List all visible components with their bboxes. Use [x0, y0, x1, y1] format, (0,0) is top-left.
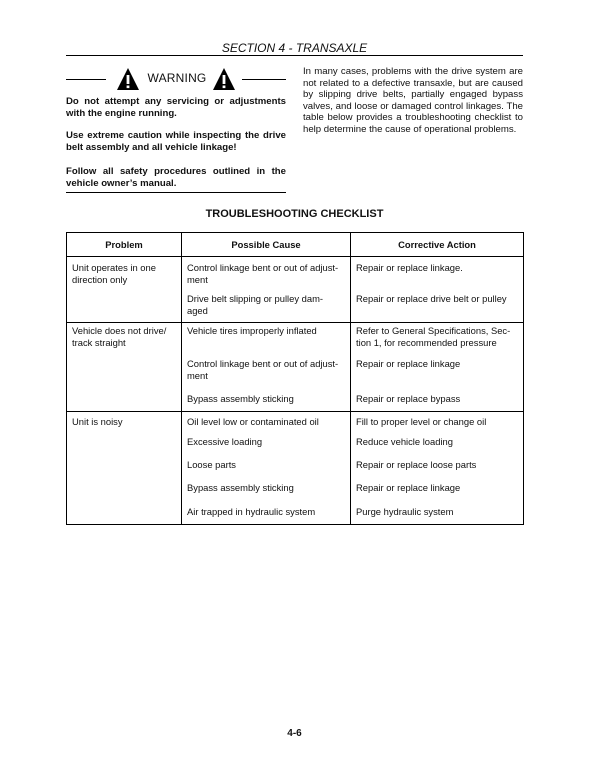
table-row — [67, 436, 524, 459]
cause-cell: Loose parts — [182, 459, 351, 482]
cause-cell: Bypass assembly sticking — [182, 393, 351, 412]
warning-triangle-icon — [116, 67, 140, 91]
problem-cell — [67, 436, 182, 459]
action-cell: Repair or replace linkage — [351, 482, 524, 506]
warning-bottom-rule — [66, 192, 286, 193]
problem-cell: Unit operates in one direction only — [67, 257, 182, 294]
table-row — [67, 412, 524, 437]
cause-cell: Bypass assembly sticking — [182, 482, 351, 506]
warning-text-caution: Use extreme caution while inspecting the drive belt assembly and all vehicle linkage! — [66, 130, 286, 153]
warning-triangle-icon — [212, 67, 236, 91]
action-cell: Repair or replace bypass — [351, 393, 524, 412]
problem-cell: Vehicle does not drive/ track straight — [67, 323, 182, 359]
warning-rule-left — [66, 79, 106, 80]
warning-text-engine: Do not attempt any servicing or adjustments with the engine running. — [66, 96, 286, 119]
page-number: 4-6 — [287, 728, 302, 739]
table-row — [67, 393, 524, 412]
problem-cell — [67, 358, 182, 393]
table-row — [67, 293, 524, 323]
action-cell: Repair or replace linkage — [351, 358, 524, 393]
section-divider — [66, 55, 523, 56]
problem-cell — [67, 459, 182, 482]
table-row — [67, 358, 524, 393]
table-row — [67, 323, 524, 359]
action-cell: Repair or replace drive belt or pulley — [351, 293, 524, 323]
warning-rule-right — [242, 79, 286, 80]
column-header-problem: Problem — [67, 233, 182, 257]
column-header-action: Corrective Action — [351, 233, 524, 257]
problem-cell — [67, 506, 182, 525]
problem-cell — [67, 393, 182, 412]
troubleshooting-table — [66, 232, 524, 525]
intro-paragraph: In many cases, problems with the drive system are not related to a defective transaxle, but are caused by slipping drive belts, partially engaged bypass valves, and loose or damaged control linkages. The table below provides a troubleshooting checklist to help determine the cause of operational problems. — [303, 66, 523, 135]
problem-cell — [67, 293, 182, 323]
action-cell: Repair or replace linkage. — [351, 257, 524, 294]
warning-text-procedures: Follow all safety procedures outlined in the vehicle owner’s manual. — [66, 166, 286, 189]
warning-header — [66, 66, 286, 96]
action-cell: Reduce vehicle loading — [351, 436, 524, 459]
cause-cell: Control linkage bent or out of adjust- ment — [182, 358, 351, 393]
warning-label: WARNING — [147, 71, 207, 85]
cause-cell: Control linkage bent or out of adjust- ment — [182, 257, 351, 294]
cause-cell: Excessive loading — [182, 436, 351, 459]
action-cell: Purge hydraulic system — [351, 506, 524, 525]
cause-cell: Air trapped in hydraulic system — [182, 506, 351, 525]
table-row — [67, 482, 524, 506]
action-cell: Fill to proper level or change oil — [351, 412, 524, 437]
column-header-cause: Possible Cause — [182, 233, 351, 257]
table-row — [67, 459, 524, 482]
problem-cell — [67, 482, 182, 506]
problem-cell: Unit is noisy — [67, 412, 182, 437]
cause-cell: Oil level low or contaminated oil — [182, 412, 351, 437]
table-row — [67, 506, 524, 525]
action-cell: Repair or replace loose parts — [351, 459, 524, 482]
action-cell: Refer to General Specifications, Sec- tion 1, for recommended pressure — [351, 323, 524, 359]
cause-cell: Vehicle tires improperly inflated — [182, 323, 351, 359]
cause-cell: Drive belt slipping or pulley dam- aged — [182, 293, 351, 323]
section-title: SECTION 4 - TRANSAXLE — [221, 41, 368, 55]
checklist-title: TROUBLESHOOTING CHECKLIST — [205, 208, 384, 220]
table-header-row — [67, 233, 524, 257]
table-row — [67, 257, 524, 294]
